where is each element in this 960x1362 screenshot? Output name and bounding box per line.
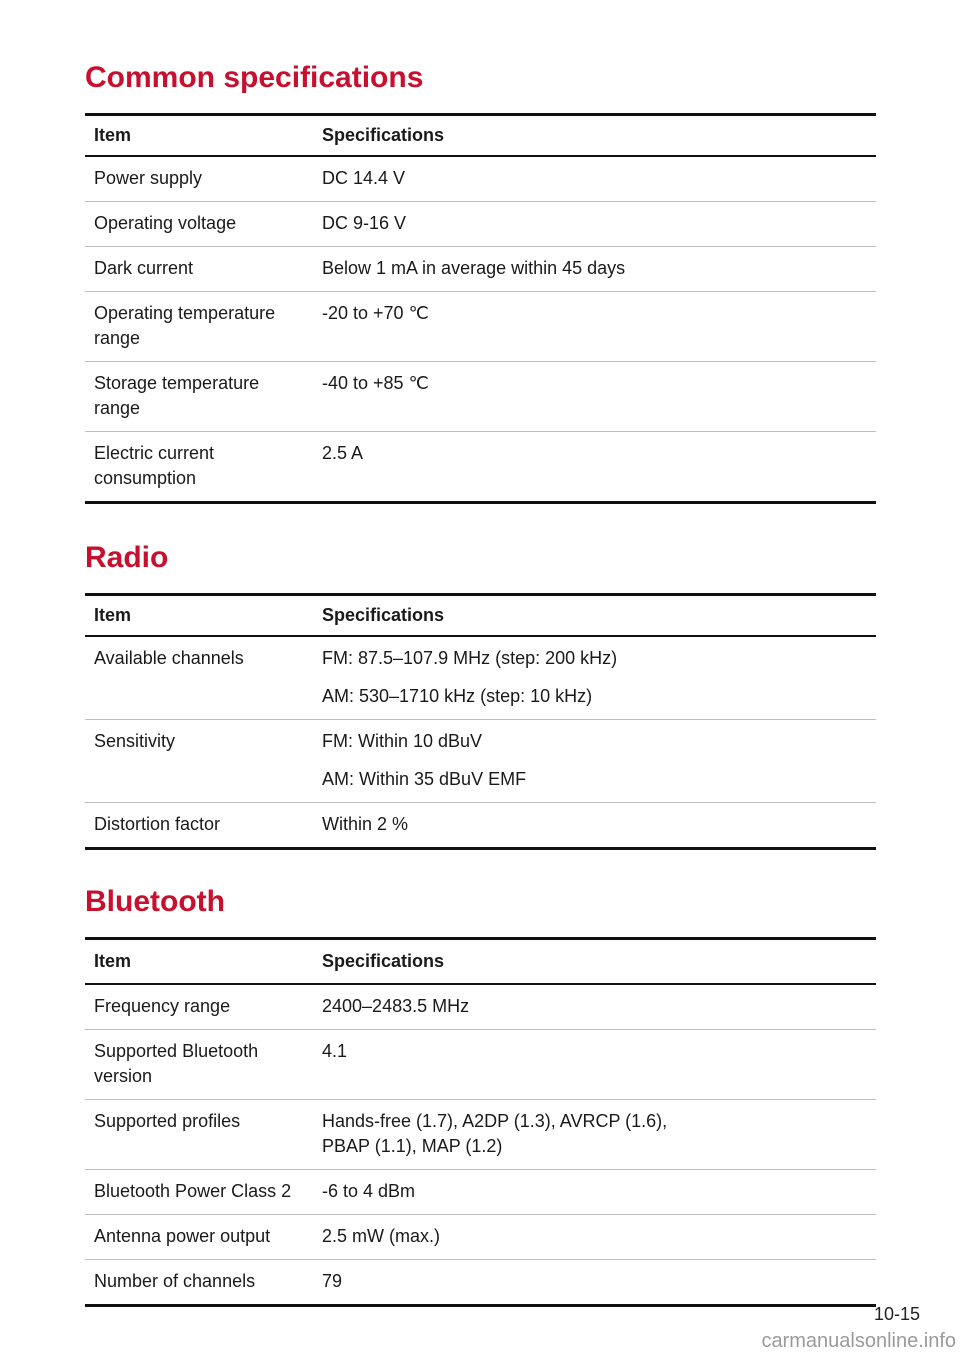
item-cell: Frequency range (85, 984, 313, 1030)
header-specifications: Specifications (313, 939, 876, 985)
item-cell: Power supply (85, 156, 313, 202)
section-title: Common specifications (85, 61, 424, 94)
header-item: Item (85, 115, 313, 157)
spec-cell: Within 2 % (313, 803, 876, 849)
bluetooth-specifications-table (85, 937, 876, 1307)
spec-cell: 79 (313, 1260, 876, 1306)
spec-cell: 2400–2483.5 MHz (313, 984, 876, 1030)
header-specifications: Specifications (313, 595, 876, 637)
table-row (85, 636, 876, 720)
spec-cell (313, 720, 876, 803)
common-specifications-table (85, 113, 876, 504)
spec-cell: DC 14.4 V (313, 156, 876, 202)
section-title: Bluetooth (85, 885, 225, 918)
spec-cell: 2.5 A (313, 432, 876, 503)
spec-cell: Hands-free (1.7), A2DP (1.3), AVRCP (1.6), PBAP (1.1), MAP (1.2) (313, 1100, 876, 1170)
table-header-row (85, 939, 876, 985)
table-row (85, 984, 876, 1030)
item-cell: Antenna power output (85, 1215, 313, 1260)
spec-cell: -20 to +70 ℃ (313, 292, 876, 362)
table-row (85, 292, 876, 362)
item-cell: Distortion factor (85, 803, 313, 849)
item-cell: Sensitivity (85, 720, 313, 803)
table-row (85, 1215, 876, 1260)
page-number: 10-15 (873, 1304, 920, 1324)
spec-line: FM: Within 10 dBuV (322, 731, 483, 751)
item-cell: Number of channels (85, 1260, 313, 1306)
item-cell: Available channels (85, 636, 313, 720)
table-row (85, 1030, 876, 1100)
table-row (85, 1100, 876, 1170)
spec-cell: -40 to +85 ℃ (313, 362, 876, 432)
table-row (85, 247, 876, 292)
table-row (85, 362, 876, 432)
radio-section (85, 538, 876, 850)
table-row (85, 156, 876, 202)
section-title: Radio (85, 541, 169, 574)
common-specifications-section (85, 58, 876, 504)
item-cell: Storage temperature range (85, 362, 313, 432)
header-item: Item (85, 595, 313, 637)
table-row (85, 1170, 876, 1215)
table-header-row (85, 595, 876, 637)
table-header-row (85, 115, 876, 157)
spec-cell: -6 to 4 dBm (313, 1170, 876, 1215)
spec-cell: DC 9-16 V (313, 202, 876, 247)
item-cell: Bluetooth Power Class 2 (85, 1170, 313, 1215)
page-content (85, 0, 876, 1307)
item-cell: Supported profiles (85, 1100, 313, 1170)
item-cell: Operating temperature range (85, 292, 313, 362)
header-item: Item (85, 939, 313, 985)
spec-cell: 2.5 mW (max.) (313, 1215, 876, 1260)
table-row (85, 432, 876, 503)
header-specifications: Specifications (313, 115, 876, 157)
spec-cell (313, 636, 876, 720)
spec-line: AM: 530–1710 kHz (step: 10 kHz) (322, 686, 593, 706)
bluetooth-section (85, 882, 876, 1307)
watermark: carmanualsonline.info (761, 1330, 956, 1352)
table-row (85, 1260, 876, 1306)
table-row (85, 803, 876, 849)
table-row (85, 720, 876, 803)
item-cell: Supported Bluetooth version (85, 1030, 313, 1100)
table-row (85, 202, 876, 247)
spec-cell: Below 1 mA in average within 45 days (313, 247, 876, 292)
radio-specifications-table (85, 593, 876, 850)
item-cell: Electric current consumption (85, 432, 313, 503)
item-cell: Operating voltage (85, 202, 313, 247)
spec-cell: 4.1 (313, 1030, 876, 1100)
item-cell: Dark current (85, 247, 313, 292)
spec-line: FM: 87.5–107.9 MHz (step: 200 kHz) (322, 648, 618, 668)
spec-line: AM: Within 35 dBuV EMF (322, 769, 527, 789)
